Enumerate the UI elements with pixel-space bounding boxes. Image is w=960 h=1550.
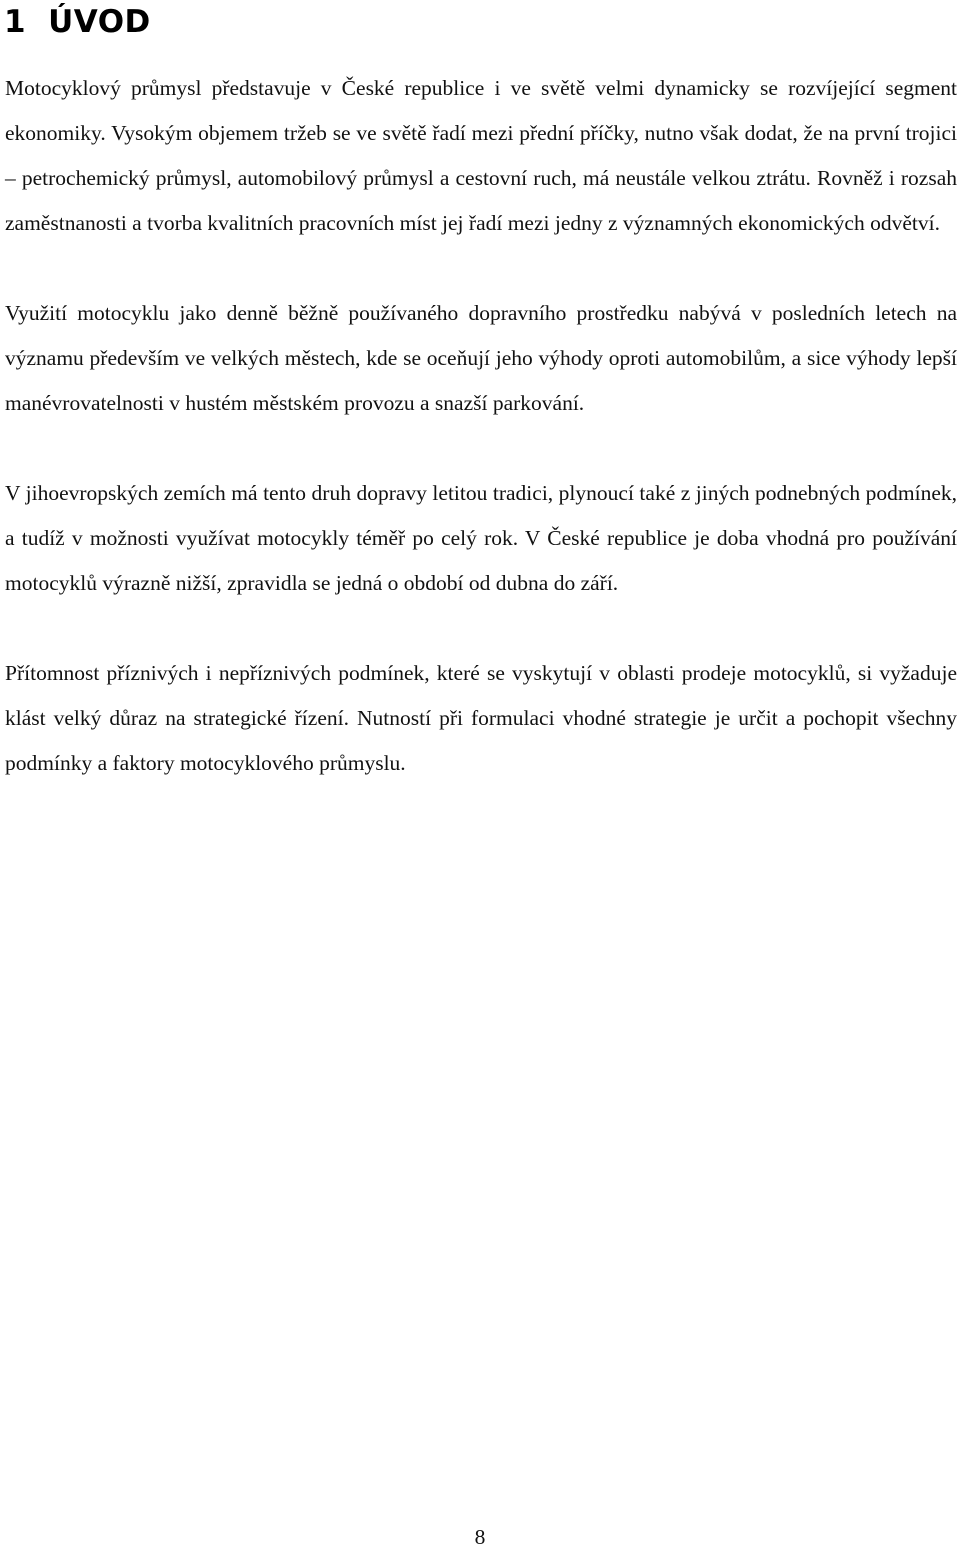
chapter-heading — [4, 0, 151, 44]
chapter-number: 1 — [4, 4, 27, 40]
body-text — [5, 66, 957, 786]
page-number: 8 — [474, 1525, 486, 1549]
paragraph-strategy: Přítomnost příznivých i nepříznivých podmínek, které se vyskytují v oblasti prodeje motocyklů, si vyžaduje klást velký důraz na strategické řízení. Nutností při formulaci vhodné strategie je určit a pochopit všechny podmínky a faktory motocyklového průmyslu. — [5, 661, 957, 775]
chapter-title: ÚVOD — [48, 4, 151, 40]
paragraph-southern-europe: V jihoevropských zemích má tento druh dopravy letitou tradici, plynoucí také z jiných podnebných podmínek, a tudíž v možnosti využívat motocykly téměř po celý rok. V České republice je doba vhodná pro používání motocyklů výrazně nižší, zpravidla se jedná o období od dubna do září. — [5, 481, 957, 595]
paragraph-intro: Motocyklový průmysl představuje v České republice i ve světě velmi dynamicky se rozvíjející segment ekonomiky. Vysokým objemem tržeb se ve světě řadí mezi přední příčky, nutno však dodat, že na první trojici – petrochemický průmysl, automobilový průmysl a cestovní ruch, má neustále velkou ztrátu. Rovněž i rozsah zaměstnanosti a tvorba kvalitních pracovních míst jej řadí mezi jedny z významných ekonomických odvětví. — [5, 76, 957, 235]
paragraph-usage: Využití motocyklu jako denně běžně používaného dopravního prostředku nabývá v posledních letech na významu především ve velkých městech, kde se oceňují jeho výhody oproti automobilům, a sice výhody lepší manévrovatelnosti v hustém městském provozu a snazší parkování. — [5, 301, 957, 415]
